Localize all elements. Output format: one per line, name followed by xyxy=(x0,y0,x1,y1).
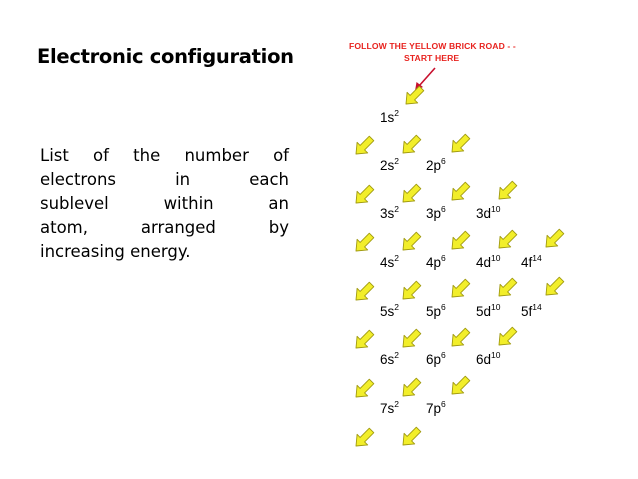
orbital-electron-count: 2 xyxy=(394,398,399,409)
yellow-arrow-icon xyxy=(356,330,374,348)
orbital-4p xyxy=(426,252,446,270)
orbital-label: 5f xyxy=(521,304,533,319)
word: number xyxy=(184,146,249,165)
orbital-label: 5d xyxy=(476,304,492,319)
yellow-arrow-icon xyxy=(499,327,517,345)
yellow-arrow-icon xyxy=(499,181,517,199)
orbital-4d xyxy=(476,252,501,270)
orbital-electron-count: 2 xyxy=(394,252,399,263)
yellow-arrow-icon xyxy=(452,328,470,346)
orbital-label: 3d xyxy=(476,206,492,221)
yellow-arrow-icon xyxy=(546,277,564,295)
orbital-electron-count: 14 xyxy=(532,301,542,312)
yellow-arrow-icon xyxy=(452,182,470,200)
orbital-electron-count: 2 xyxy=(394,155,399,166)
orbital-label: 6p xyxy=(426,352,442,367)
orbital-5p xyxy=(426,301,446,319)
yellow-arrow-icon xyxy=(546,229,564,247)
yellow-arrow-icon xyxy=(452,376,470,394)
yellow-arrow-icon xyxy=(356,185,374,203)
orbital-label: 7s xyxy=(380,401,395,416)
yellow-arrow-icon xyxy=(356,428,374,446)
orbital-label: 5s xyxy=(380,304,395,319)
yellow-arrow-icon xyxy=(452,134,470,152)
word: in xyxy=(175,170,191,189)
diagram-header-line-1: FOLLOW THE YELLOW BRICK ROAD - - xyxy=(349,41,516,51)
word: electrons xyxy=(40,170,116,189)
orbital-7s xyxy=(380,398,399,416)
orbital-3d xyxy=(476,203,501,221)
yellow-arrow-icon xyxy=(403,281,421,299)
orbital-label: 1s xyxy=(380,110,395,125)
orbital-4f xyxy=(521,252,542,270)
orbital-label: 3p xyxy=(426,206,442,221)
orbital-electron-count: 6 xyxy=(441,301,446,312)
yellow-arrow-icon xyxy=(356,282,374,300)
orbital-electron-count: 6 xyxy=(441,398,446,409)
word: of xyxy=(273,146,289,165)
yellow-arrow-icon xyxy=(403,135,421,153)
yellow-arrow-icon xyxy=(356,379,374,397)
orbital-electron-count: 10 xyxy=(491,301,501,312)
word: of xyxy=(93,146,109,165)
yellow-arrow-icon xyxy=(499,230,517,248)
yellow-arrow-icon xyxy=(452,279,470,297)
yellow-arrow-icon xyxy=(403,427,421,445)
word: increasing energy. xyxy=(40,242,191,261)
word: arranged xyxy=(140,218,216,237)
orbital-electron-count: 10 xyxy=(491,252,501,263)
orbital-1s xyxy=(380,107,399,125)
orbital-label: 4s xyxy=(380,255,395,270)
word: the xyxy=(133,146,161,165)
orbital-2s xyxy=(380,155,399,173)
orbital-electron-count: 6 xyxy=(441,155,446,166)
orbital-6d xyxy=(476,349,501,367)
orbital-label: 2p xyxy=(426,158,442,173)
yellow-arrow-icon xyxy=(403,378,421,396)
orbital-4s xyxy=(380,252,399,270)
orbital-electron-count: 14 xyxy=(532,252,542,263)
orbital-3s xyxy=(380,203,399,221)
orbital-electron-count: 2 xyxy=(394,203,399,214)
orbital-label: 4d xyxy=(476,255,492,270)
orbital-electron-count: 2 xyxy=(394,301,399,312)
orbital-label: 2s xyxy=(380,158,395,173)
orbital-label: 3s xyxy=(380,206,395,221)
slide-title: Electronic configuration xyxy=(37,45,294,68)
orbital-5s xyxy=(380,301,399,319)
orbital-7p xyxy=(426,398,446,416)
orbital-label: 5p xyxy=(426,304,442,319)
yellow-arrow-icon xyxy=(403,184,421,202)
orbital-2p xyxy=(426,155,446,173)
word: by xyxy=(268,218,289,237)
orbital-5f xyxy=(521,301,542,319)
orbital-electron-count: 10 xyxy=(491,349,501,360)
orbital-6s xyxy=(380,349,399,367)
orbital-label: 6s xyxy=(380,352,395,367)
orbital-electron-count: 6 xyxy=(441,252,446,263)
orbital-label: 4f xyxy=(521,255,533,270)
orbital-5d xyxy=(476,301,501,319)
orbital-3p xyxy=(426,203,446,221)
orbital-electron-count: 6 xyxy=(441,203,446,214)
word: List xyxy=(40,146,69,165)
word: atom, xyxy=(40,218,88,237)
diagram-header-line-2: START HERE xyxy=(404,53,460,63)
yellow-arrow-icon xyxy=(406,86,424,104)
yellow-arrow-icon xyxy=(356,136,374,154)
yellow-arrow-icon xyxy=(403,232,421,250)
orbital-electron-count: 2 xyxy=(394,107,399,118)
orbital-label: 7p xyxy=(426,401,442,416)
word: each xyxy=(249,170,289,189)
yellow-arrow-icon xyxy=(499,278,517,296)
orbital-label: 4p xyxy=(426,255,442,270)
orbital-electron-count: 2 xyxy=(394,349,399,360)
yellow-arrow-icon xyxy=(356,233,374,251)
word: sublevel xyxy=(40,194,109,213)
yellow-arrow-icon xyxy=(403,329,421,347)
orbital-6p xyxy=(426,349,446,367)
word: an xyxy=(268,194,289,213)
orbital-label: 6d xyxy=(476,352,492,367)
orbital-electron-count: 6 xyxy=(441,349,446,360)
start-arrow-shaft xyxy=(419,68,435,86)
yellow-arrow-icon xyxy=(452,231,470,249)
orbital-electron-count: 10 xyxy=(491,203,501,214)
word: within xyxy=(163,194,214,213)
